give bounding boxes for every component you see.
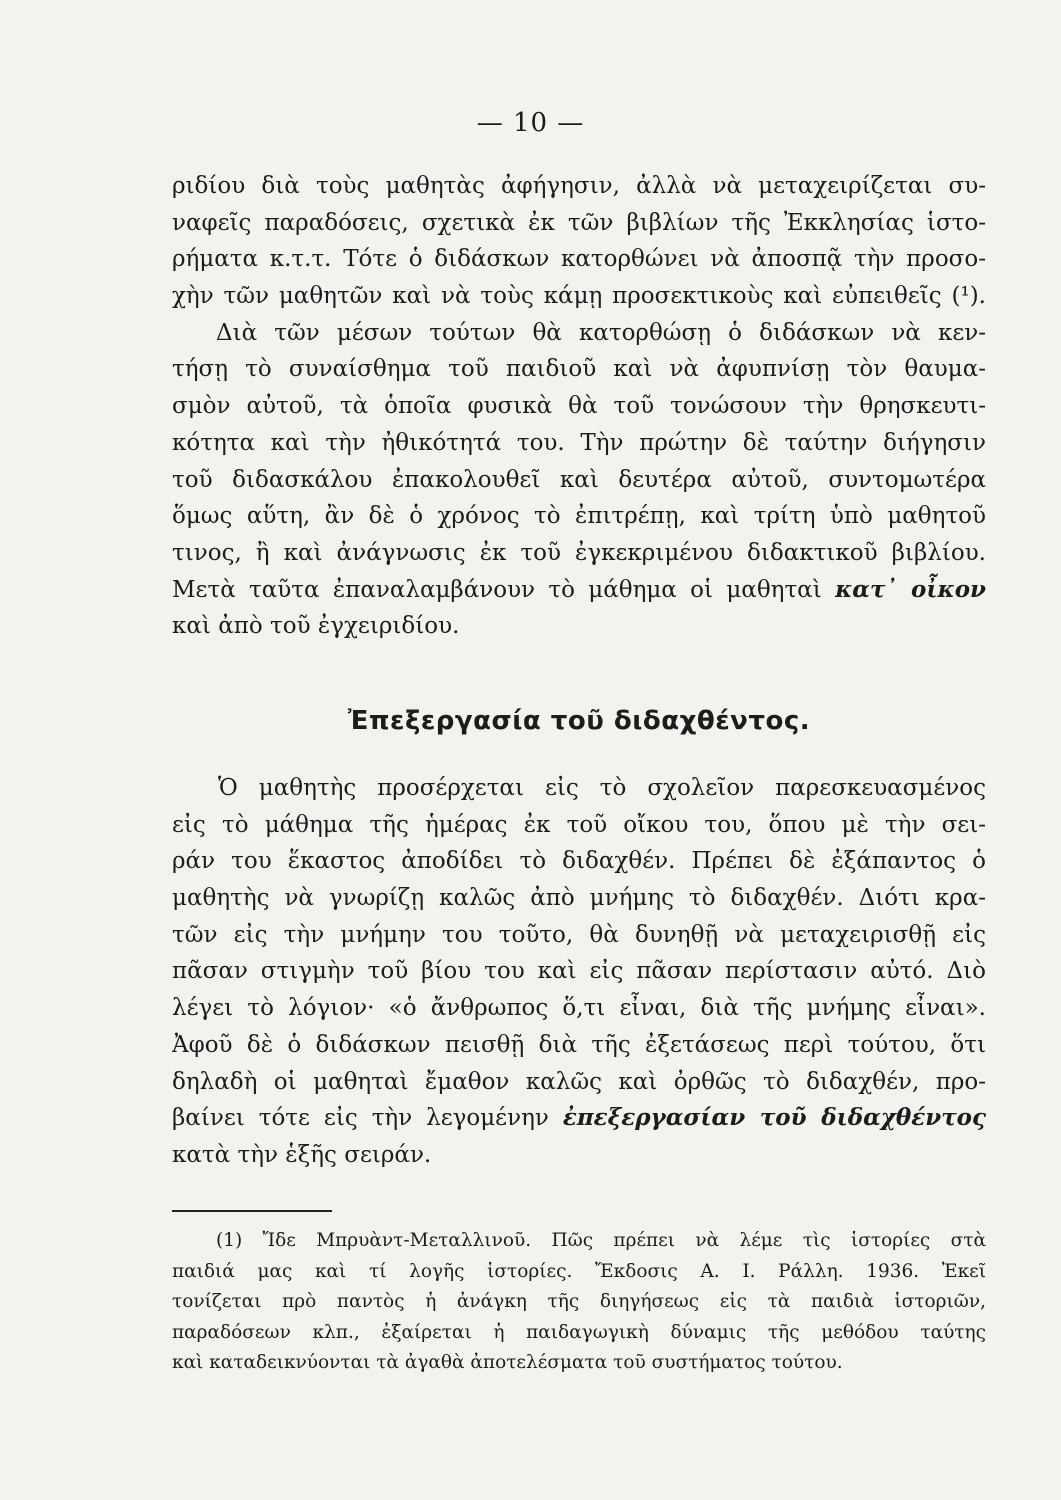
- paragraph-2: [172, 770, 986, 1174]
- text-line: ράν του ἕκαστος ἀποδίδει τὸ διδαχθέν. Πρέπει δὲ ἐξάπαντος ὁ: [172, 848, 986, 875]
- page-number: — 10 —: [476, 108, 585, 138]
- text-line: καὶ ἀπὸ τοῦ ἐγχειριδίου.: [172, 613, 460, 640]
- text-line: εἰς τὸ μάθημα τῆς ἡμέρας ἐκ τοῦ οἴκου του, ὅπου μὲ τὴν σει-: [172, 811, 986, 838]
- text-line: ριδίου διὰ τοὺς μαθητὰς ἀφήγησιν, ἀλλὰ νὰ μεταχειρίζεται συ-: [172, 173, 986, 199]
- footnote: [172, 1226, 986, 1379]
- text-line: λέγει τὸ λόγιον· «ὁ ἄνθρωπος ὅ,τι εἶναι, διὰ τῆς μνήμης εἶναι».: [172, 995, 986, 1022]
- text-line: Διὰ τῶν μέσων τούτων θὰ κατορθώσῃ ὁ διδάσκων νὰ κεν-: [216, 319, 986, 346]
- text-line: χὴν τῶν μαθητῶν καὶ νὰ τοὺς κάμῃ προσεκτικοὺς καὶ εὐπειθεῖς (¹).: [172, 283, 986, 310]
- text-line: [172, 1100, 986, 1137]
- text-line: κατὰ τὴν ἑξῆς σειράν.: [172, 1141, 432, 1168]
- footnote-line: καὶ καταδεικνύονται τὰ ἀγαθὰ ἀποτελέσματα τοῦ συστήματος τούτου.: [172, 1352, 843, 1374]
- text-line: ρήματα κ.τ.τ. Τότε ὁ διδάσκων κατορθώνει νὰ ἀποσπᾷ τὴν προσο-: [172, 246, 986, 273]
- section-heading: Ἐπεξεργασία τοῦ διδαχθέντος.: [347, 706, 811, 736]
- text-line: Ἀφοῦ δὲ ὁ διδάσκων πεισθῇ διὰ τῆς ἐξετάσεως περὶ τούτου, ὅτι: [172, 1031, 986, 1058]
- text-line: κότητα καὶ τὴν ἠθικότητά του. Τὴν πρώτην δὲ ταύτην διήγησιν: [172, 429, 986, 456]
- text-line: Ὁ μαθητὴς προσέρχεται εἰς τὸ σχολεῖον παρεσκευασμένος: [218, 775, 986, 801]
- text-line: δηλαδὴ οἱ μαθηταὶ ἔμαθον καλῶς καὶ ὀρθῶς τὸ διδαχθέν, προ-: [172, 1068, 986, 1095]
- emphasis-kat-oikon: κατ᾿ οἶκον: [835, 575, 986, 603]
- text-line-start: βαίνει τότε εἰς τὴν λεγομένην: [172, 1105, 549, 1132]
- text-line: [172, 572, 986, 609]
- footnote-line: παραδόσεων κλπ., ἐξαίρεται ἡ παιδαγωγικὴ δύναμις τῆς μεθόδου ταύτης: [172, 1321, 986, 1343]
- text-line: σμὸν αὐτοῦ, τὰ ὁποῖα φυσικὰ θὰ τοῦ τονώσουν τὴν θρησκευτι-: [172, 393, 986, 420]
- footnote-line: (1) Ἴδε Μπρυὰντ-Μεταλλινοῦ. Πῶς πρέπει νὰ λέμε τὶς ἱστορίες στὰ: [216, 1230, 986, 1251]
- text-line: ὅμως αὕτη, ἂν δὲ ὁ χρόνος τὸ ἐπιτρέπῃ, καὶ τρίτη ὑπὸ μαθητοῦ: [172, 503, 986, 530]
- footnote-line: παιδιά μας καὶ τί λογῆς ἱστορίες. Ἔκδοσις Α. Ι. Ράλλη. 1936. Ἐκεῖ: [172, 1260, 986, 1282]
- text-line: τοῦ διδασκάλου ἐπακολουθεῖ καὶ δευτέρα αὐτοῦ, συντομωτέρα: [172, 466, 986, 493]
- text-line: μαθητὴς νὰ γνωρίζῃ καλῶς ἀπὸ μνήμης τὸ διδαχθέν. Διότι κρα-: [172, 885, 986, 912]
- emphasis-epexergasia: ἐπεξεργασίαν τοῦ διδαχθέντος: [562, 1104, 986, 1132]
- text-line: τινος, ἢ καὶ ἀνάγνωσις ἐκ τοῦ ἐγκεκριμένου διδακτικοῦ βιβλίου.: [172, 539, 986, 566]
- footnote-divider: [172, 1210, 332, 1212]
- text-line: πᾶσαν στιγμὴν τοῦ βίου του καὶ εἰς πᾶσαν περίστασιν αὐτό. Διὸ: [172, 958, 986, 985]
- footnote-line: τονίζεται πρὸ παντὸς ἡ ἀνάγκη τῆς διηγήσεως εἰς τὰ παιδιὰ ἱστοριῶν,: [172, 1291, 986, 1313]
- text-line: ναφεῖς παραδόσεις, σχετικὰ ἐκ τῶν βιβλίων τῆς Ἐκκλησίας ἱστο-: [172, 209, 986, 236]
- paragraph-1: [172, 168, 986, 645]
- text-line: τῶν εἰς τὴν μνήμην του τοῦτο, θὰ δυνηθῇ νὰ μεταχειρισθῇ εἰς: [172, 921, 986, 948]
- text-line: τήσῃ τὸ συναίσθημα τοῦ παιδιοῦ καὶ νὰ ἀφυπνίσῃ τὸν θαυμα-: [172, 356, 986, 383]
- text-line-start: Μετὰ ταῦτα ἐπαναλαμβάνουν τὸ μάθημα οἱ μαθηταὶ: [172, 576, 822, 603]
